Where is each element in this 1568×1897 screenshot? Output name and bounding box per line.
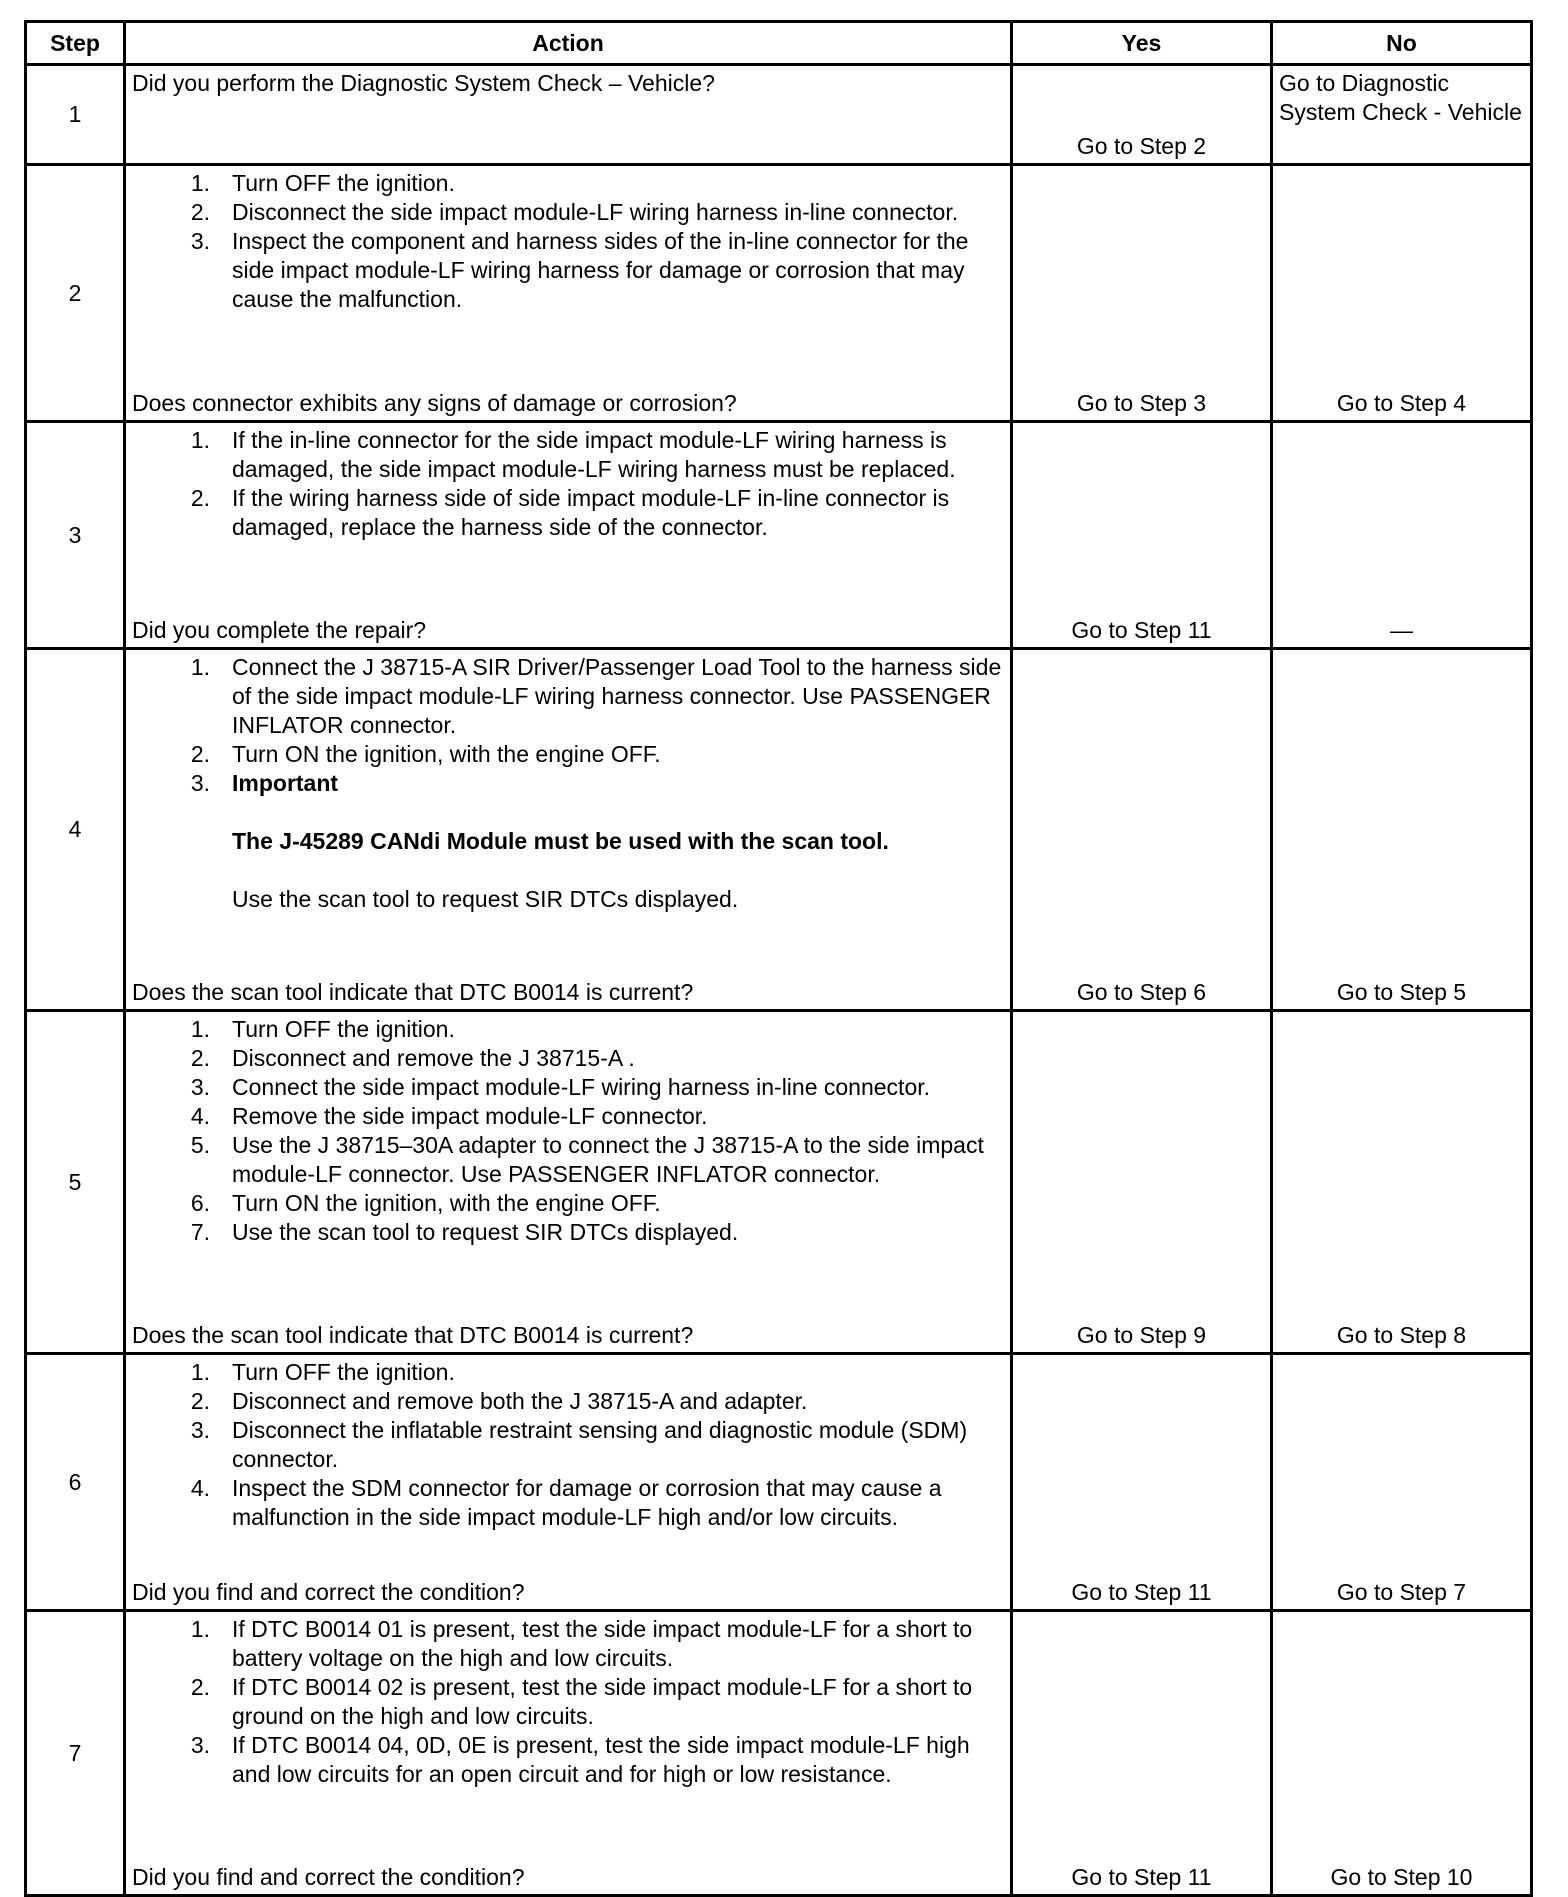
table-row-step-1 — [26, 65, 1532, 165]
no-result: Go to Step 10 — [1272, 1611, 1532, 1896]
no-result: Go to Diagnostic System Check - Vehicle — [1272, 65, 1532, 165]
table-row-step-2 — [26, 165, 1532, 422]
list-item: 4. Remove the side impact module-LF connector. — [190, 1103, 708, 1129]
yes-result: Go to Step 11 — [1012, 1354, 1272, 1611]
list-item: 4. Inspect the SDM connector for damage or corrosion that may cause a malfunction in the side impact module-LF high and/or low circuits. — [190, 1475, 942, 1530]
action-question: Does the scan tool indicate that DTC B0014 is current? — [132, 979, 694, 1005]
header-yes: Yes — [1012, 22, 1272, 65]
action-question: Did you perform the Diagnostic System Check – Vehicle? — [132, 70, 715, 96]
table-row-step-3 — [26, 422, 1532, 649]
list-item: 3. If DTC B0014 04, 0D, 0E is present, test the side impact module-LF high and low circuits for an open circuit and for high or low resistance. — [190, 1732, 970, 1787]
diagnostic-table — [24, 20, 1533, 1897]
no-result: Go to Step 5 — [1272, 649, 1532, 1011]
action-cell — [125, 1011, 1012, 1354]
header-step: Step — [26, 22, 125, 65]
action-cell — [125, 649, 1012, 1011]
no-result: Go to Step 8 — [1272, 1011, 1532, 1354]
step-number: 6 — [26, 1354, 125, 1611]
list-item: 7. Use the scan tool to request SIR DTCs displayed. — [190, 1219, 739, 1245]
table-row-step-7 — [26, 1611, 1532, 1896]
action-steps — [132, 1358, 1004, 1532]
yes-result: Go to Step 2 — [1012, 65, 1272, 165]
list-item: 2. If the wiring harness side of side impact module-LF in-line connector is damaged, replace the harness side of the connector. — [190, 485, 950, 540]
action-steps — [132, 426, 1004, 542]
no-result: Go to Step 7 — [1272, 1354, 1532, 1611]
action-steps — [132, 653, 1004, 798]
header-no: No — [1272, 22, 1532, 65]
step-number: 5 — [26, 1011, 125, 1354]
list-item: 6. Turn ON the ignition, with the engine OFF. — [190, 1190, 661, 1216]
list-item: 1. Connect the J 38715-A SIR Driver/Passenger Load Tool to the harness side of the side impact module-LF wiring harness connector. Use PASSENGER INFLATOR connector. — [190, 654, 1002, 738]
header-row — [26, 22, 1532, 65]
yes-result: Go to Step 11 — [1012, 1611, 1272, 1896]
step-number: 7 — [26, 1611, 125, 1896]
action-cell — [125, 1354, 1012, 1611]
action-cell — [125, 422, 1012, 649]
list-item: 1. If DTC B0014 01 is present, test the side impact module-LF for a short to battery voltage on the high and low circuits. — [190, 1616, 973, 1671]
yes-result: Go to Step 3 — [1012, 165, 1272, 422]
no-result: Go to Step 4 — [1272, 165, 1532, 422]
list-item: 1. Turn OFF the ignition. — [190, 1359, 455, 1385]
list-item: 2. If DTC B0014 02 is present, test the side impact module-LF for a short to ground on the high and low circuits. — [190, 1674, 973, 1729]
action-steps — [132, 1015, 1004, 1247]
action-question: Does connector exhibits any signs of damage or corrosion? — [132, 390, 737, 416]
action-question: Did you find and correct the condition? — [132, 1579, 525, 1605]
list-item: 3. Connect the side impact module-LF wiring harness in-line connector. — [190, 1074, 931, 1100]
list-item: 1. Turn OFF the ignition. — [190, 170, 455, 196]
action-question: Did you find and correct the condition? — [132, 1864, 525, 1890]
action-cell — [125, 1611, 1012, 1896]
yes-result: Go to Step 9 — [1012, 1011, 1272, 1354]
yes-result: Go to Step 11 — [1012, 422, 1272, 649]
step-number: 2 — [26, 165, 125, 422]
yes-result: Go to Step 6 — [1012, 649, 1272, 1011]
action-steps — [132, 1615, 1004, 1789]
action-cell — [125, 165, 1012, 422]
followup-instruction: Use the scan tool to request SIR DTCs displayed. — [232, 886, 739, 912]
list-item: 3. Inspect the component and harness sides of the in-line connector for the side impact module-LF wiring harness for damage or corrosion that may cause the malfunction. — [190, 228, 969, 312]
list-item: 2. Turn ON the ignition, with the engine OFF. — [190, 741, 661, 767]
list-item: 5. Use the J 38715–30A adapter to connect the J 38715-A to the side impact module-LF connector. Use PASSENGER INFLATOR connector. — [190, 1132, 984, 1187]
important-note: The J-45289 CANdi Module must be used with the scan tool. — [232, 828, 889, 854]
action-question: Did you complete the repair? — [132, 617, 427, 643]
list-item: 3. Disconnect the inflatable restraint sensing and diagnostic module (SDM) connector. — [190, 1417, 968, 1472]
step-number: 1 — [26, 65, 125, 165]
step-number: 4 — [26, 649, 125, 1011]
header-action: Action — [125, 22, 1012, 65]
table-row-step-6 — [26, 1354, 1532, 1611]
action-question: Does the scan tool indicate that DTC B0014 is current? — [132, 1322, 694, 1348]
table-row-step-4 — [26, 649, 1532, 1011]
table-row-step-5 — [26, 1011, 1532, 1354]
list-item: 2. Disconnect the side impact module-LF wiring harness in-line connector. — [190, 199, 959, 225]
no-result: — — [1272, 422, 1532, 649]
action-steps — [132, 169, 1004, 314]
list-item: 2. Disconnect and remove both the J 38715-A and adapter. — [190, 1388, 808, 1414]
action-cell — [125, 65, 1012, 165]
step-number: 3 — [26, 422, 125, 649]
list-item: 1. If the in-line connector for the side impact module-LF wiring harness is damaged, the side impact module-LF wiring harness must be replaced. — [190, 427, 956, 482]
list-item: 1. Turn OFF the ignition. — [190, 1016, 455, 1042]
list-item: 3. Important — [190, 770, 339, 796]
list-item: 2. Disconnect and remove the J 38715-A . — [190, 1045, 635, 1071]
